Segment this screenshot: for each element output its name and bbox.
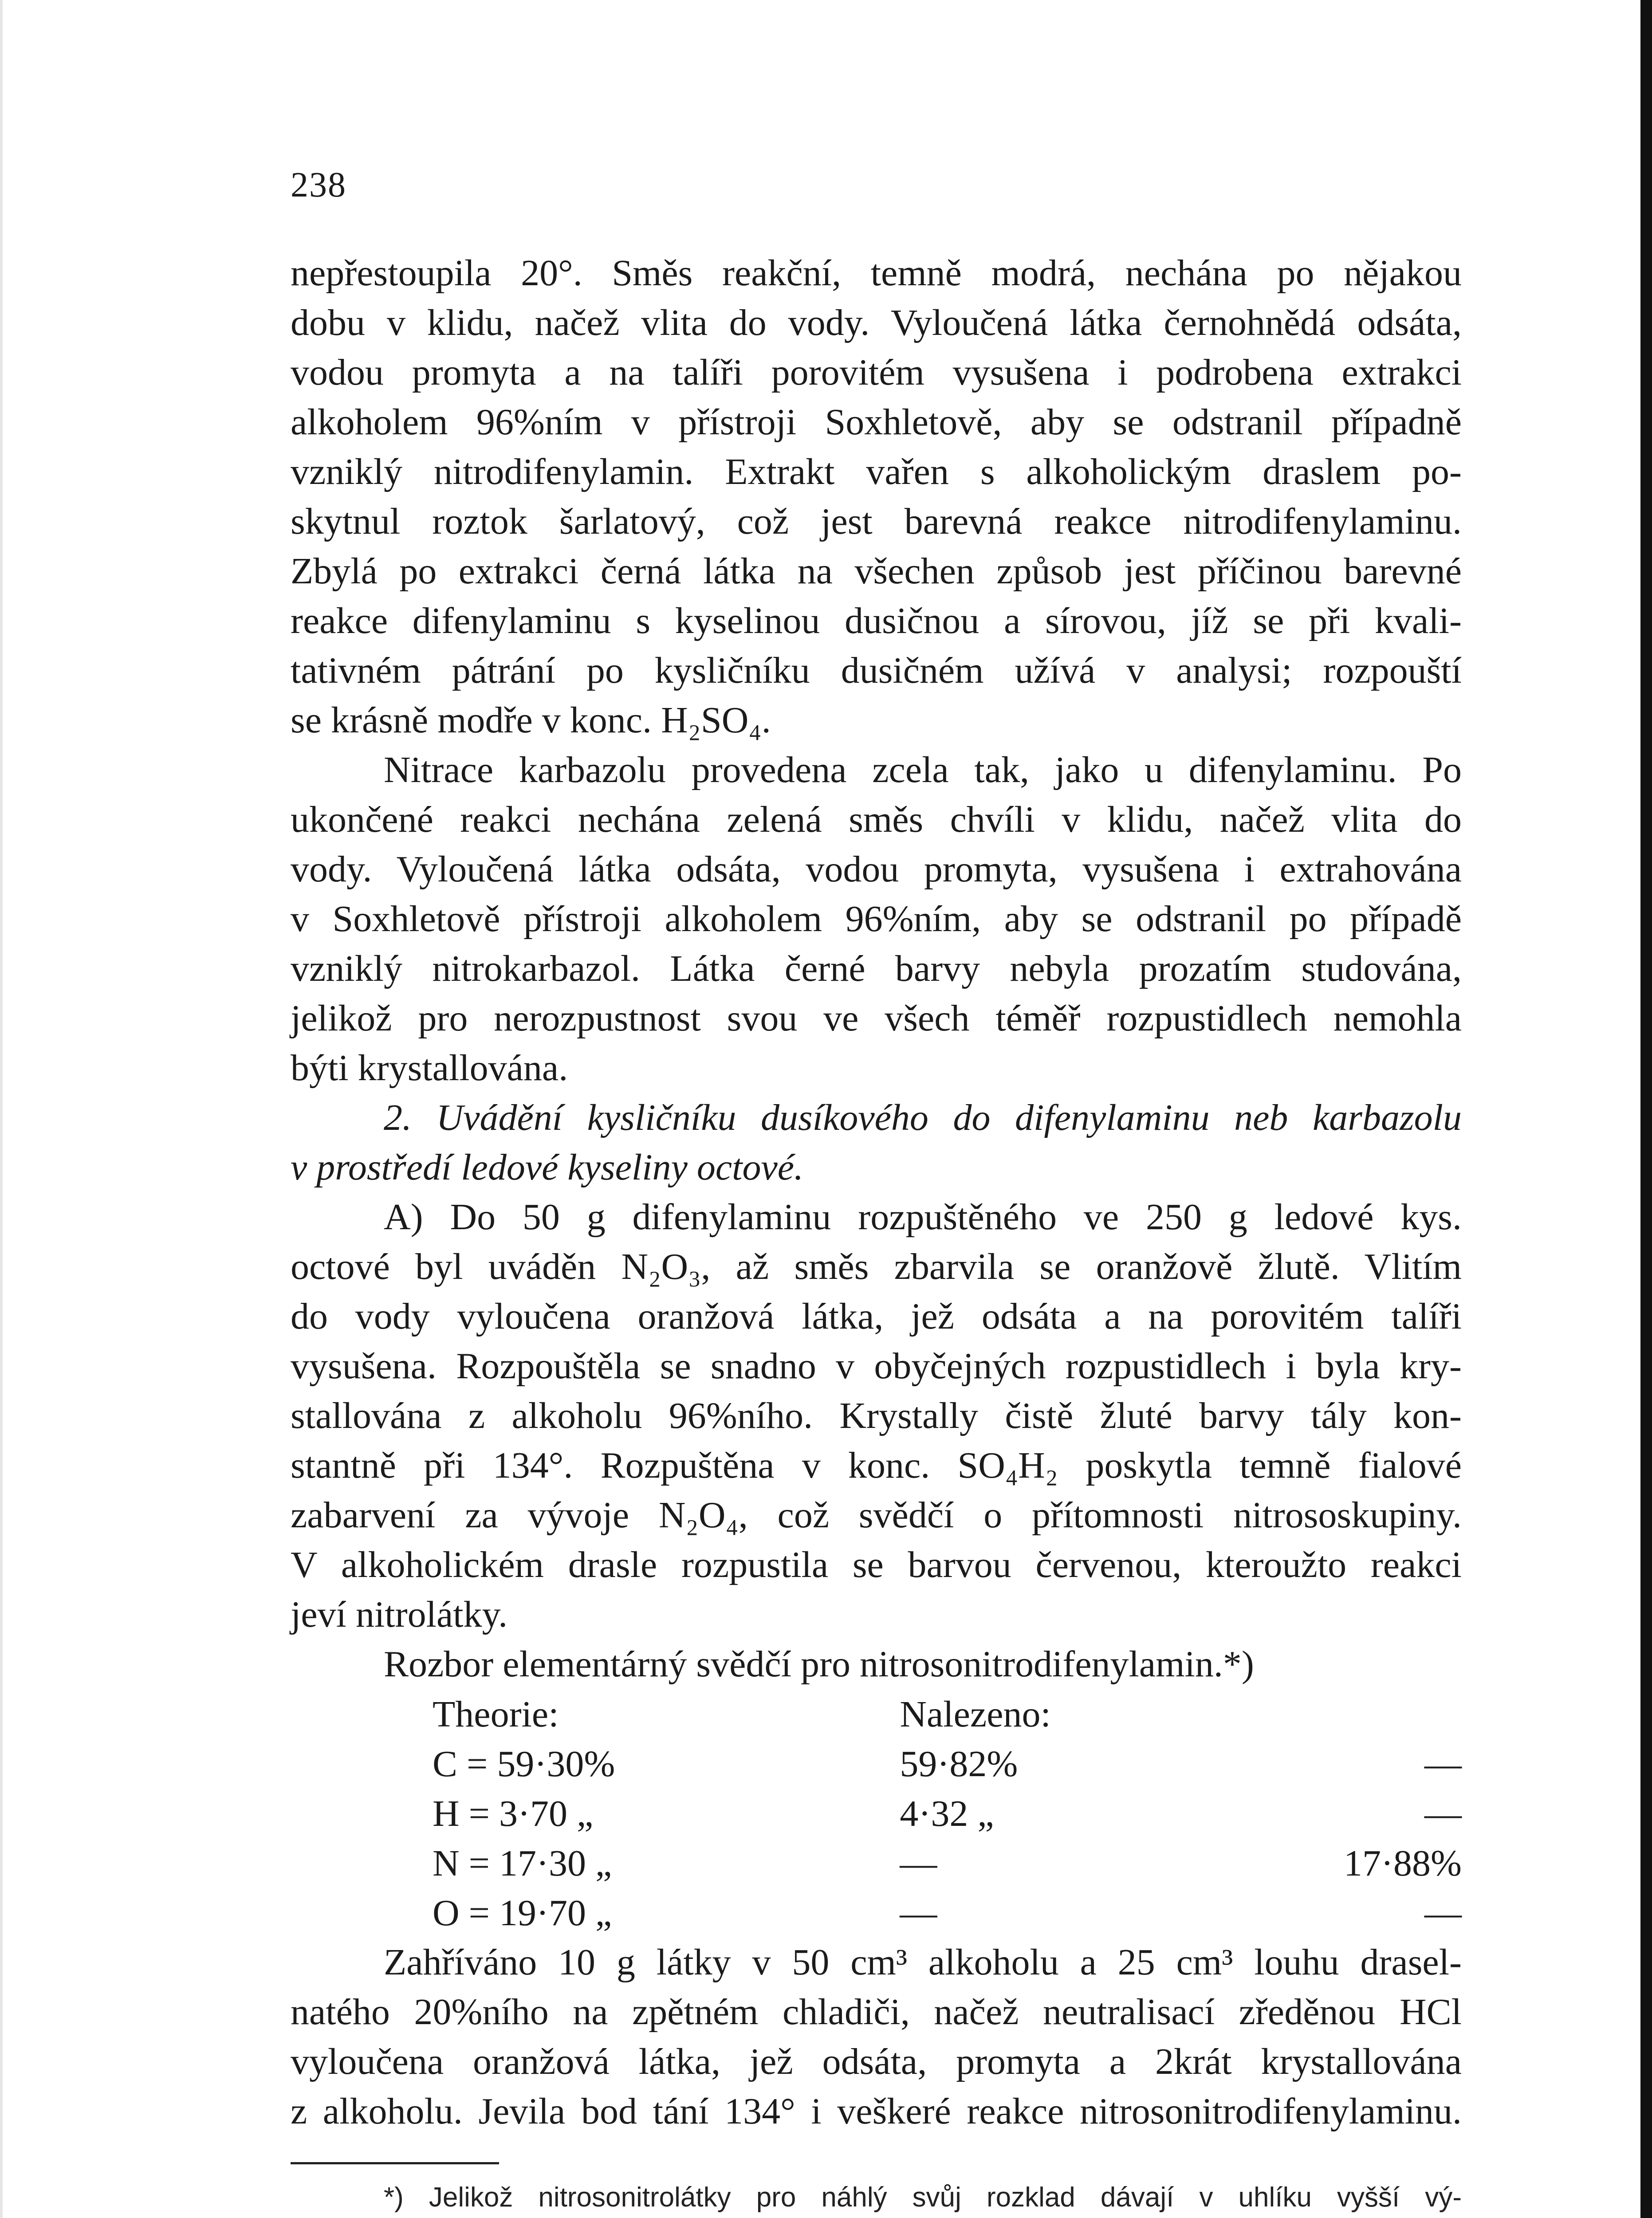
elemental-analysis-table xyxy=(384,1689,1462,1938)
theory-value: H = 3·70 „ xyxy=(433,1793,594,1834)
paragraph-experiment-a xyxy=(291,1192,1462,1640)
text-line: stallována z alkoholu 96%ního. Krystally čistě žluté barvy tály kon- xyxy=(291,1395,1462,1436)
found-value-1: 4·32 „ xyxy=(900,1793,994,1834)
theory-value: O = 19·70 „ xyxy=(433,1892,612,1934)
text-line: v Soxhletově přístroji alkoholem 96%ním, aby se odstranil po případě xyxy=(291,898,1462,940)
table-row xyxy=(384,1838,1462,1888)
text-line: octové byl uváděn N₂O₃, až směs zbarvila se oranžově žlutě. Vlitím xyxy=(291,1246,1462,1287)
text-line: stantně při 134°. Rozpuštěna v konc. SO₄H₂ poskytla temně fialové xyxy=(291,1445,1462,1486)
found-value-2: — xyxy=(1424,1743,1462,1785)
text-line: tativném pátrání po kysličníku dusičném užívá v analysi; rozpouští xyxy=(291,650,1462,691)
text-line: ukončené reakci nechána zelená směs chvíli v klidu, načež vlita do xyxy=(291,799,1462,840)
text-line: býti krystallována. xyxy=(291,1047,568,1089)
table-row xyxy=(384,1888,1462,1938)
found-value-2: 17·88% xyxy=(1344,1842,1462,1884)
found-value-1: 59·82% xyxy=(900,1743,1018,1785)
text-line: zabarvení za vývoje N₂O₄, což svědčí o přítomnosti nitrososkupiny. xyxy=(291,1494,1462,1536)
page-number: 238 xyxy=(291,165,346,204)
text-line: vzniklý nitrokarbazol. Látka černé barvy nebyla prozatím studována, xyxy=(291,948,1462,989)
table-header-row xyxy=(384,1689,1462,1739)
found-value-1: — xyxy=(900,1842,937,1884)
text-line: se krásně modře v konc. H₂SO₄. xyxy=(291,700,771,741)
section-heading-line: v prostředí ledové kyseliny octové. xyxy=(291,1147,804,1188)
text-line: vysušena. Rozpouštěla se snadno v obyčejných rozpustidlech i byla kry- xyxy=(291,1345,1462,1387)
footnote-divider xyxy=(291,2162,499,2164)
theory-value: N = 17·30 „ xyxy=(433,1842,612,1884)
text-line: V alkoholickém drasle rozpustila se barvou červenou, kteroužto reakci xyxy=(291,1544,1462,1585)
scan-edge-right xyxy=(1640,0,1652,2218)
table-row xyxy=(384,1739,1462,1789)
theory-value: C = 59·30% xyxy=(433,1743,615,1785)
text-line: reakce difenylaminu s kyselinou dusičnou a sírovou, jíž se při kvali- xyxy=(291,600,1462,641)
text-line: vyloučena oranžová látka, jež odsáta, promyta a 2krát krystallována xyxy=(291,2041,1462,2082)
text-line: vzniklý nitrodifenylamin. Extrakt vařen s alkoholickým draslem po- xyxy=(291,451,1462,492)
text-line: Zbylá po extrakci černá látka na všechen způsob jest příčinou barevné xyxy=(291,551,1462,592)
footnote-line: *) Jelikož nitrosonitrolátky pro náhlý svůj rozklad dávají v uhlíku vyšší vý- xyxy=(384,2182,1462,2213)
text-line: A) Do 50 g difenylaminu rozpuštěného ve 250 g ledové kys. xyxy=(384,1196,1462,1238)
text-line: vodou promyta a na talíři porovitém vysušena i podrobena extrakci xyxy=(291,352,1462,393)
body-text xyxy=(291,248,1462,2218)
section-heading-line: 2. Uvádění kysličníku dusíkového do difenylaminu neb karbazolu xyxy=(384,1097,1462,1138)
found-value-2: — xyxy=(1424,1793,1462,1834)
section-heading xyxy=(291,1093,1462,1192)
text-line: Zahříváno 10 g látky v 50 cm³ alkoholu a 25 cm³ louhu drasel- xyxy=(384,1942,1462,1983)
text-line: natého 20%ního na zpětném chladiči, načež neutralisací zředěnou HCl xyxy=(291,1991,1462,2033)
text-line: nepřestoupila 20°. Směs reakční, temně modrá, nechána po nějakou xyxy=(291,252,1462,294)
theory-header: Theorie: xyxy=(433,1693,559,1735)
text-line: jelikož pro nerozpustnost svou ve všech téměř rozpustidlech nemohla xyxy=(291,998,1462,1039)
table-row xyxy=(384,1789,1462,1838)
paragraph-nitration-carbazole xyxy=(291,745,1462,1093)
found-value-2: — xyxy=(1424,1892,1462,1934)
paragraph-hydrolysis xyxy=(291,1938,1462,2136)
text-line: dobu v klidu, načež vlita do vody. Vyloučená látka černohnědá odsáta, xyxy=(291,302,1462,343)
text-line: Rozbor elementárný svědčí pro nitrosonitrodifenylamin.*) xyxy=(384,1644,1254,1685)
text-line: jeví nitrolátky. xyxy=(291,1594,508,1635)
text-line: do vody vyloučena oranžová látka, jež odsáta a na porovitém talíři xyxy=(291,1296,1462,1337)
text-line: alkoholem 96%ním v přístroji Soxhletově, aby se odstranil případně xyxy=(291,401,1462,443)
paragraph-analysis-intro xyxy=(291,1640,1462,1689)
footnote xyxy=(291,2178,1462,2218)
text-line: z alkoholu. Jevila bod tání 134° i veškeré reakce nitrosonitrodifenylaminu. xyxy=(291,2091,1462,2132)
scan-edge-left xyxy=(0,0,3,2218)
text-line: Nitrace karbazolu provedena zcela tak, jako u difenylaminu. Po xyxy=(384,749,1462,790)
text-line: skytnul roztok šarlatový, což jest barevná reakce nitrodifenylaminu. xyxy=(291,501,1462,542)
paragraph-nitration-difenylamine xyxy=(291,248,1462,745)
text-line: vody. Vyloučená látka odsáta, vodou promyta, vysušena i extrahována xyxy=(291,849,1462,890)
found-header: Nalezeno: xyxy=(900,1693,1051,1735)
found-value-1: — xyxy=(900,1892,937,1934)
